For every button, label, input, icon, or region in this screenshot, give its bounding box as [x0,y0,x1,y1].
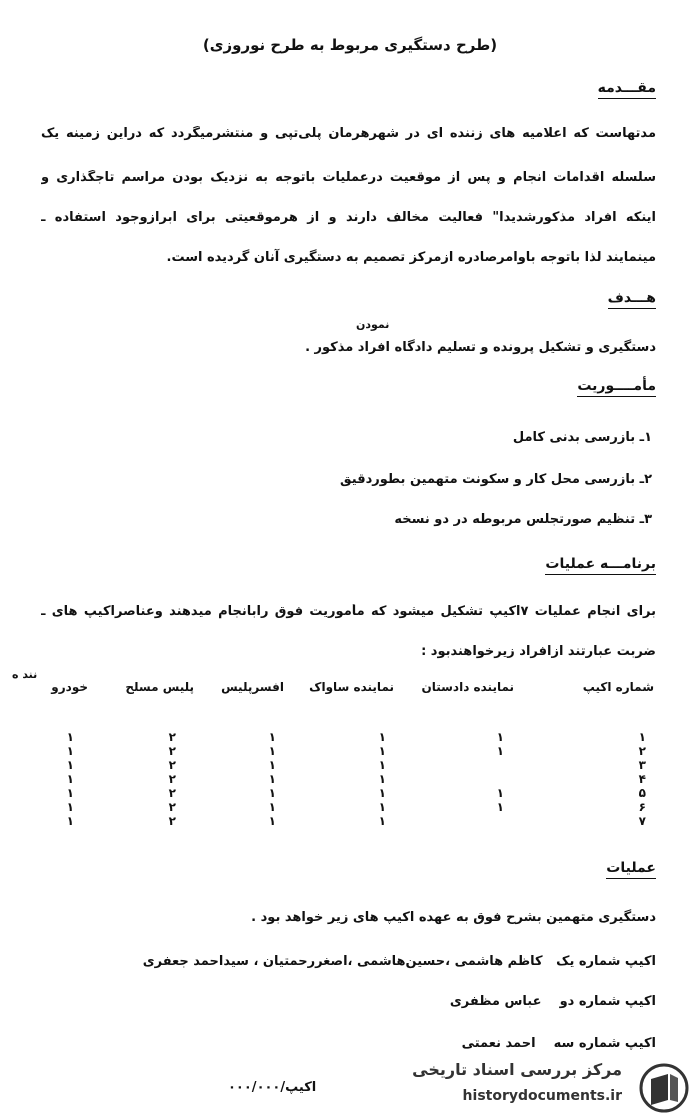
operations-heading: عملیات [606,860,656,879]
operations-line-1: دستگیری متهمین بشرح فوق به عهده اکیپ های زیر خواهد بود . [251,910,656,925]
table-cell: ۲ [638,744,646,758]
table-cell: ۱ [268,758,276,772]
table-header-vehicle: خودرو [51,680,88,694]
table-cell: ۱ [496,730,504,744]
table-cell: ۱ [378,744,386,758]
goal-line: دستگیری و تشکیل پرونده و تسلیم دادگاه افراد مذکور . [305,340,656,355]
table-cell: ۱ [268,800,276,814]
table-cell: ۳ [638,758,646,772]
mission-item-1: ۱ـ بازرسی بدنی کامل [512,430,652,445]
table-cell: ۱ [378,814,386,828]
program-line-2: ضربت عبارتند ازافراد زیرخواهندبود : [421,644,656,659]
table-cell: ۷ [638,814,646,828]
table-cell: ۱ [268,814,276,828]
table-cell: ۱ [268,744,276,758]
table-cell: ۱ [66,800,74,814]
intro-line-3: اینکه افراد مذکورشدیدا" فعالیت مخالف دارند و از هرموقعیتی برای ابرازوجود استفاده ـ [41,210,656,225]
table-cell: ۱ [66,786,74,800]
table-cell: ۲ [168,800,176,814]
table-cell: ۱ [378,786,386,800]
table-cell: ۱ [496,800,504,814]
table-cell: ۵ [638,786,646,800]
table-cell: ۱ [378,758,386,772]
table-header-armed-police: پلیس مسلح [125,680,194,694]
table-cell: ۲ [168,786,176,800]
table-cell: ۱ [66,744,74,758]
intro-heading: مقـــدمه [598,80,656,99]
watermark-url: historydocuments.ir [462,1088,622,1104]
intro-line-2: سلسله اقدامات انجام و پس از موقعیت درعملیات باتوجه به نزدیک بودن مراسم تاجگذاری و [41,170,656,185]
table-cell: ۱ [378,800,386,814]
table-cell: ۱ [378,730,386,744]
watermark-title: مرکز بررسی اسناد تاریخی [412,1060,622,1079]
table-cell: ۱ [268,772,276,786]
table-cell: ۱ [66,772,74,786]
table-cell: ۱ [378,772,386,786]
program-heading: برنامـــه عملیات [545,556,656,575]
intro-line-1: مدتهاست که اعلامیه های زننده ای در شهرهرمان پلی‌تپی و منتشرمیگردد که دراین زمینه یک [41,126,656,141]
mission-heading: مأمــــوریت [577,378,656,397]
team-3-members: اکیپ شماره سه احمد نعمتی [461,1036,656,1051]
table-header-police-officer: افسرپلیس [221,680,284,694]
watermark [410,1056,700,1119]
table-cell: ۱ [66,814,74,828]
table-cell: ۲ [168,814,176,828]
table-cell: ۱ [496,786,504,800]
goal-heading: هـــدف [608,290,656,309]
goal-insert: نمودن [356,318,390,331]
table-cell: ۱ [66,730,74,744]
table-cell: ۲ [168,758,176,772]
table-header-prosecutor: نماینده دادستان [421,680,514,694]
table-cell: ۲ [168,730,176,744]
mission-item-2: ۲ـ بازرسی محل کار و سکونت متهمین بطوردقیق [340,472,652,487]
table-cell: ۱ [638,730,646,744]
table-cell: ۶ [638,800,646,814]
intro-line-4: مینمایند لذا باتوجه باوامرصادره ازمرکز تصمیم به دستگیری آنان گردیده است. [166,250,656,265]
table-cell: ۱ [268,730,276,744]
archive-logo-icon [638,1062,690,1118]
table-cell: ۲ [168,744,176,758]
table-cell: ۱ [496,744,504,758]
team-1-members: اکیپ شماره یک کاظم هاشمی ،حسین‌هاشمی ،اصغررحمتیان ، سیداحمد جعفری [142,954,656,969]
table-cell: ۱ [66,758,74,772]
document-title: (طرح دستگیری مربوط به طرح نوروزی) [202,36,498,54]
table-cell: ۲ [168,772,176,786]
table-header-savak: نماینده ساواک [309,680,394,694]
program-line-1: برای انجام عملیات ۷اکیپ تشکیل میشود که مأموریت فوق رابانجام میدهند وعناصراکیپ های ـ [41,604,656,619]
document-reference: ۰۰۰/اکیپ/۰۰۰ [228,1080,317,1095]
table-header-team-number: شماره اکیپ [582,680,654,694]
table-header-extra: نند ه [12,668,38,681]
mission-item-3: ۳ـ تنظیم صورتجلس مربوطه در دو نسخه [394,512,652,527]
table-cell: ۱ [268,786,276,800]
team-2-members: اکیپ شماره دو عباس مظفری [449,994,656,1009]
table-cell: ۴ [638,772,646,786]
